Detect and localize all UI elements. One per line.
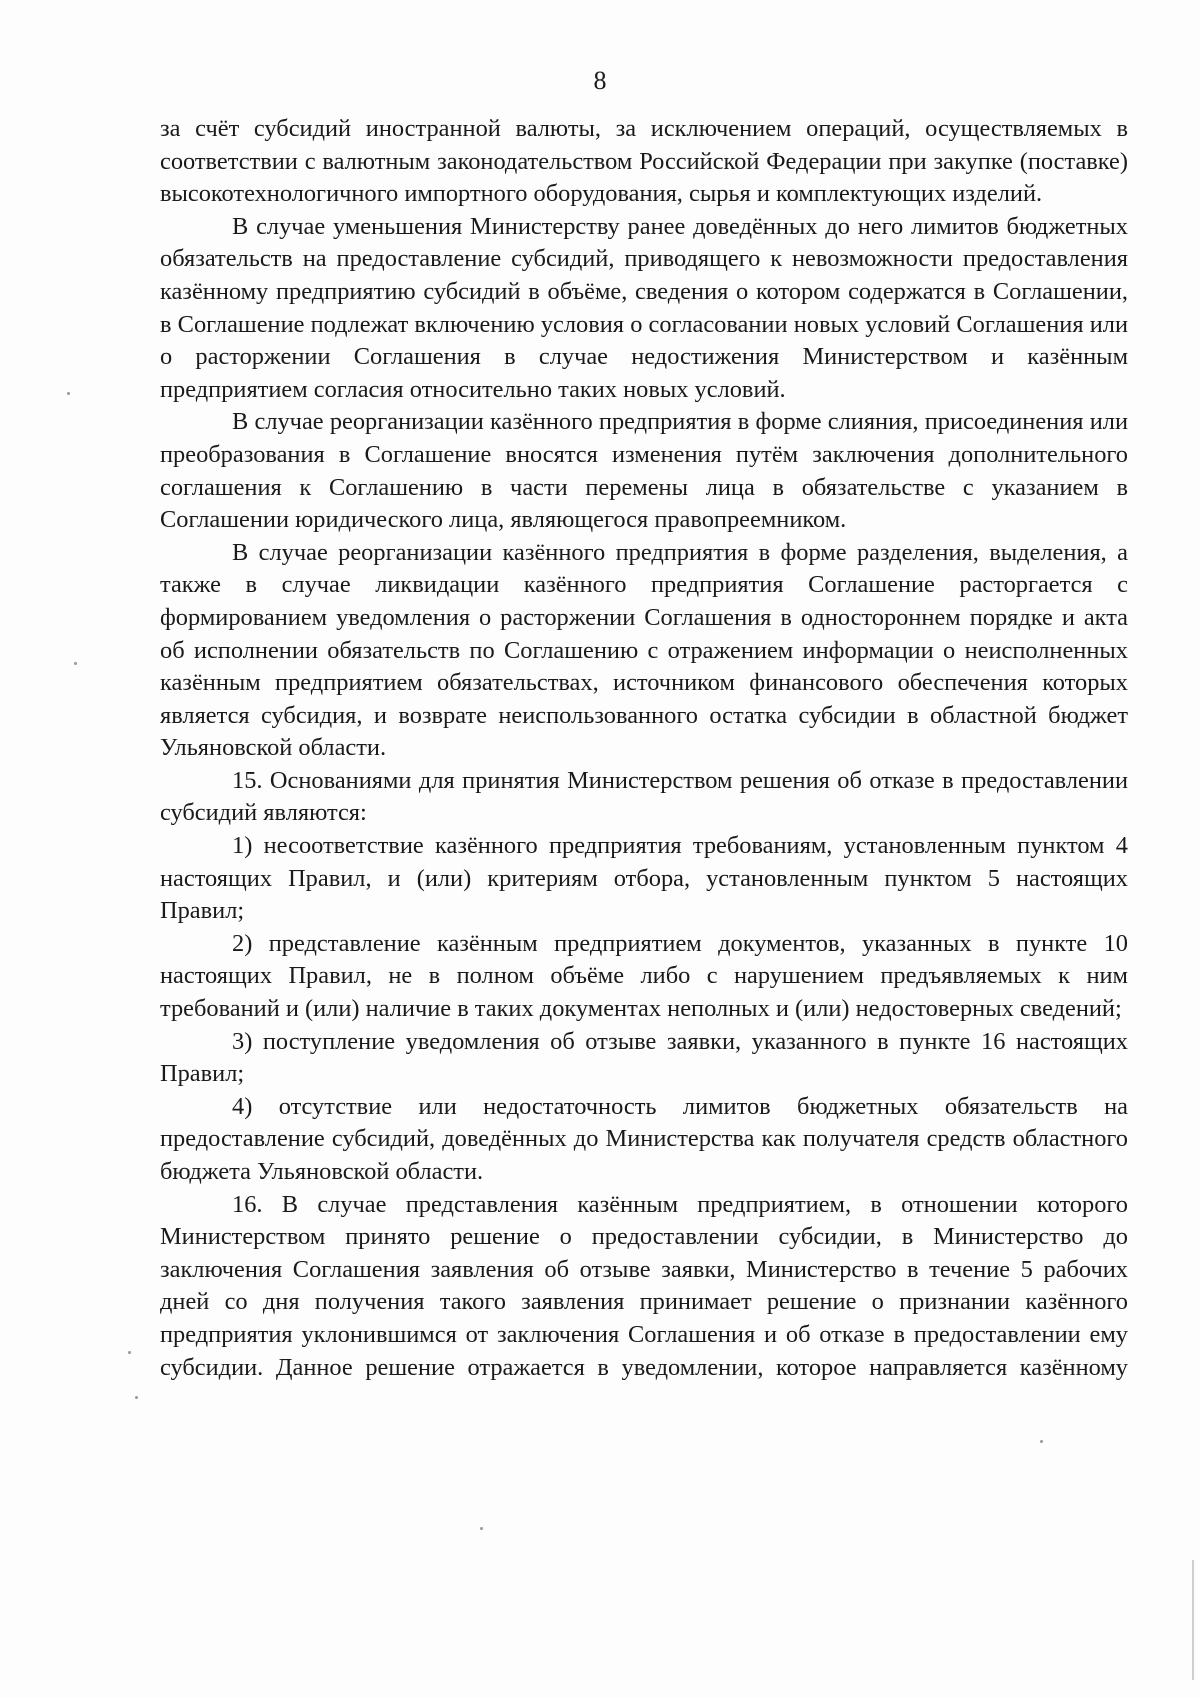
scan-edge-line: [1192, 1560, 1194, 1680]
scan-speck: [135, 1396, 138, 1399]
paragraph: В случае реорганизации казённого предприятия в форме разделения, выделения, а также в случае ликвидации казённого предприятия Соглашение расторгается с формированием уведомления о расторжении Соглашения в одностороннем порядке и акта об исполнении обязательств по Соглашению с отражением информации о неисполненных казённым предприятием обязательствах, источником финансового обеспечения которых является субсидия, и возврате неиспользованного остатка субсидии в областной бюджет Ульяновской области.: [160, 538, 1128, 762]
scan-speck: [480, 1527, 483, 1530]
paragraph: за счёт субсидий иностранной валюты, за исключением операций, осуществляемых в соответствии с валютным законодательством Российской Федерации при закупке (поставке) высокотехнологичного импортного оборудования, сырья и комплектующих изделий.: [160, 115, 1128, 208]
paragraph: 4) отсутствие или недостаточность лимитов бюджетных обязательств на предоставление субсидий, доведённых до Министерства как получателя средств областного бюджета Ульяновской области.: [160, 1092, 1128, 1185]
scan-speck: [67, 392, 70, 395]
scan-speck: [1040, 1440, 1043, 1443]
paragraph: 3) поступление уведомления об отзыве заявки, указанного в пункте 16 настоящих Правил;: [160, 1027, 1128, 1088]
paragraph: 2) представление казённым предприятием документов, указанных в пункте 10 настоящих Правил, не в полном объёме либо с нарушением предъявляемых к ним требований и (или) наличие в таких документах неполных и (или) недостоверных сведений;: [160, 929, 1128, 1023]
paragraph: 15. Основаниями для принятия Министерством решения об отказе в предоставлении субсидий являются:: [160, 766, 1128, 827]
paragraph: 1) несоответствие казённого предприятия требованиям, установленным пунктом 4 настоящих Правил, и (или) критериям отбора, установленным пунктом 5 настоящих Правил;: [160, 832, 1128, 925]
scan-speck: [74, 662, 77, 665]
paragraph: В случае реорганизации казённого предприятия в форме слияния, присоединения или преобразования в Соглашение вносятся изменения путём заключения дополнительного соглашения к Соглашению в части перемены лица в обязательстве с указанием в Соглашении юридического лица, являющегося правопреемником.: [160, 408, 1128, 534]
scan-speck: [128, 1351, 131, 1354]
paragraph: В случае уменьшения Министерству ранее доведённых до него лимитов бюджетных обязательств на предоставление субсидий, приводящего к невозможности предоставления казённому предприятию субсидий в объёме, сведения о котором содержатся в Соглашении, в Соглашение подлежат включению условия о согласовании новых условий Соглашения или о расторжении Соглашения в случае недостижения Министерством и казённым предприятием согласия относительно таких новых условий.: [160, 212, 1128, 403]
paragraph: 16. В случае представления казённым предприятием, в отношении которого Министерством принято решение о предоставлении субсидии, в Министерство до заключения Соглашения заявления об отзыве заявки, Министерство в течение 5 рабочих дней со дня получения такого заявления принимает решение о признании казённого предприятия уклонившимся от заключения Соглашения и об отказе в предоставлении ему субсидии. Данное решение отражается в уведомлении, которое направляется казённому: [160, 1190, 1128, 1381]
page-number: 8: [593, 66, 607, 95]
document-body: [160, 113, 1128, 1384]
